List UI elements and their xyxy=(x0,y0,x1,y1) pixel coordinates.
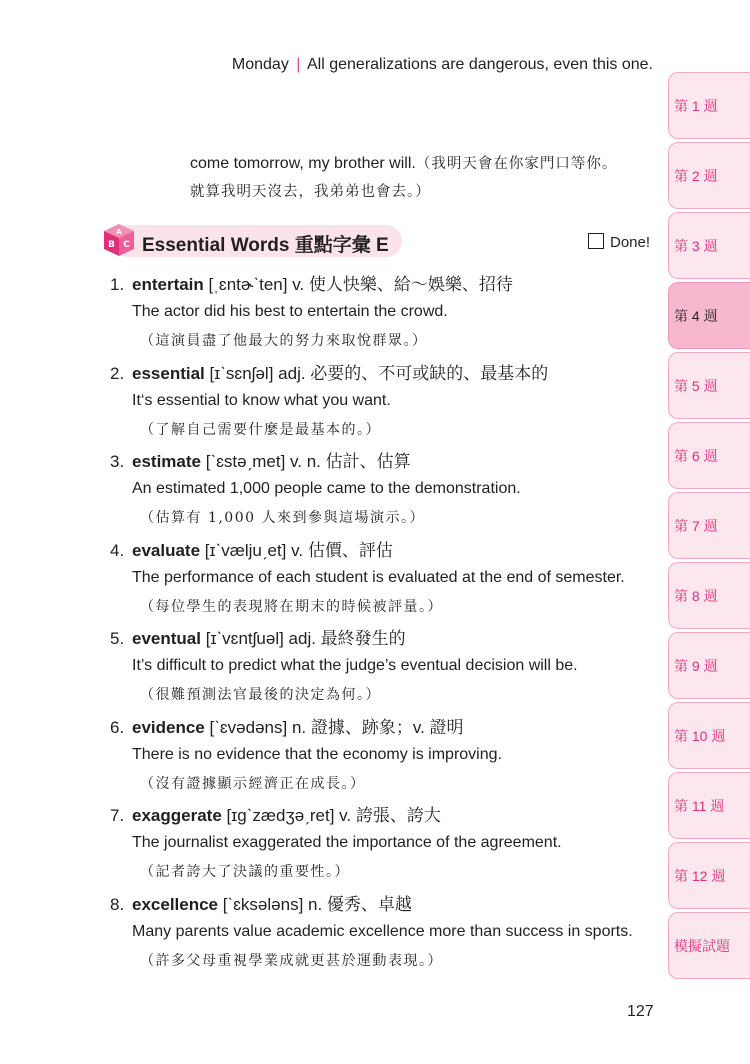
checkbox-icon[interactable] xyxy=(588,233,604,249)
word-entry xyxy=(110,627,650,716)
pronunciation: [ɪˋvɛntʃuəl] xyxy=(205,629,284,648)
tab-2[interactable]: 第 2 週 xyxy=(668,142,750,209)
pronunciation: [ˋɛstəˏmet] xyxy=(205,452,286,471)
header-quote: All generalizations are dangerous, even this one. xyxy=(307,56,653,73)
done-label: Done! xyxy=(610,234,651,251)
word-headline xyxy=(110,273,650,297)
tab-6[interactable]: 第 6 週 xyxy=(668,422,750,489)
example-sentence: The actor did his best to entertain the crowd. xyxy=(132,303,448,320)
week-tabs xyxy=(668,72,750,982)
word-entry xyxy=(110,893,650,982)
done-checkbox[interactable] xyxy=(588,233,650,251)
word-headline xyxy=(110,893,650,917)
definition: n. 證據、跡象；v. 證明 xyxy=(291,717,464,737)
definition: adj. 最終發生的 xyxy=(288,629,406,648)
pronunciation: [ˋɛvədəns] xyxy=(209,717,288,737)
pronunciation: [ɪgˋzædʒəˏret] xyxy=(226,806,335,825)
section-title: Essential Words 重點字彙 E xyxy=(142,235,389,256)
continued-chinese-1: （我明天會在你家門口等你。 xyxy=(415,156,618,172)
vocab-word: evidence xyxy=(132,717,205,737)
word-number: 2. xyxy=(110,363,125,383)
example-translation: （很難預測法官最後的決定為何。） xyxy=(140,687,381,703)
word-entry xyxy=(110,450,650,539)
word-headline xyxy=(110,450,650,474)
example-sentence: There is no evidence that the economy is improving. xyxy=(132,745,502,763)
example-translation: （記者誇大了決議的重要性。） xyxy=(140,864,350,880)
word-entry xyxy=(110,716,650,805)
page-number: 127 xyxy=(627,1003,654,1020)
word-number: 8. xyxy=(110,894,125,914)
cube-letter-a: A xyxy=(116,228,122,236)
example-sentence: An estimated 1,000 people came to the demonstration. xyxy=(132,480,521,497)
word-entry xyxy=(110,804,650,893)
tab-1[interactable]: 第 1 週 xyxy=(668,72,750,139)
vocab-word: exaggerate xyxy=(132,806,222,825)
abc-cube-icon xyxy=(102,222,136,258)
word-headline xyxy=(110,804,650,828)
example-sentence: The journalist exaggerated the importance of the agreement. xyxy=(132,834,562,851)
tab-4[interactable]: 第 4 週 xyxy=(668,282,750,349)
word-headline xyxy=(110,539,650,563)
cube-letter-c: C xyxy=(123,240,130,250)
example-translation: （每位學生的表現將在期末的時候被評量。） xyxy=(140,598,443,615)
word-number: 4. xyxy=(110,540,125,560)
word-number: 5. xyxy=(110,629,125,648)
header-separator: | xyxy=(296,56,301,73)
vocab-word: eventual xyxy=(132,629,201,648)
page-header xyxy=(232,56,653,74)
continued-text xyxy=(190,150,660,206)
vocab-word: entertain xyxy=(132,275,204,294)
tab-8[interactable]: 第 8 週 xyxy=(668,562,750,629)
pronunciation: [ɪˋsɛnʃəl] xyxy=(209,363,274,383)
word-headline xyxy=(110,627,650,651)
definition: n. 優秀、卓越 xyxy=(308,894,412,914)
tab-13[interactable]: 模擬試題 xyxy=(668,912,750,979)
tab-3[interactable]: 第 3 週 xyxy=(668,212,750,279)
word-entry xyxy=(110,362,650,451)
pronunciation: [ˋɛksələns] xyxy=(222,894,304,914)
word-headline xyxy=(110,716,650,740)
vocab-word: excellence xyxy=(132,894,219,914)
pronunciation: [ˌɛntɚˋten] xyxy=(208,275,288,294)
example-sentence: It‘s essential to know what you want. xyxy=(132,391,391,409)
word-entry xyxy=(110,539,650,628)
definition: v. 使人快樂、給～娛樂、招待 xyxy=(292,275,513,294)
vocab-word: evaluate xyxy=(132,540,201,560)
definition: v. 誇張、誇大 xyxy=(339,806,441,825)
word-headline xyxy=(110,362,650,386)
word-number: 7. xyxy=(110,806,125,825)
section-heading xyxy=(102,225,402,257)
tab-9[interactable]: 第 9 週 xyxy=(668,632,750,699)
word-list xyxy=(110,273,650,981)
word-number: 1. xyxy=(110,275,125,294)
tab-12[interactable]: 第 12 週 xyxy=(668,842,750,909)
continued-chinese-2: 就算我明天沒去，我弟弟也會去。） xyxy=(190,184,431,200)
example-translation: （了解自己需要什麼是最基本的。） xyxy=(140,421,381,438)
cube-letter-b: B xyxy=(108,240,115,250)
tab-11[interactable]: 第 11 週 xyxy=(668,772,750,839)
example-sentence: Many parents value academic excellence more than success in sports. xyxy=(132,922,633,940)
word-entry xyxy=(110,273,650,362)
header-day: Monday xyxy=(231,56,289,73)
example-translation: （估算有 1,000 人來到參與這場演示。） xyxy=(140,510,425,526)
definition: v. 估價、評估 xyxy=(291,540,393,560)
word-number: 6. xyxy=(110,717,125,737)
word-number: 3. xyxy=(110,452,125,471)
vocab-word: estimate xyxy=(132,452,201,471)
example-sentence: It’s difficult to predict what the judge’s eventual decision will be. xyxy=(132,657,578,674)
vocab-word: essential xyxy=(132,363,205,383)
example-translation: （這演員盡了他最大的努力來取悅群眾。） xyxy=(140,333,428,349)
example-sentence: The performance of each student is evaluated at the end of semester. xyxy=(132,568,625,586)
definition: v. n. 估計、估算 xyxy=(290,452,411,471)
definition: adj. 必要的、不可或缺的、最基本的 xyxy=(278,363,549,383)
continued-english: come tomorrow, my brother will. xyxy=(190,155,416,172)
tab-7[interactable]: 第 7 週 xyxy=(668,492,750,559)
tab-5[interactable]: 第 5 週 xyxy=(668,352,750,419)
tab-10[interactable]: 第 10 週 xyxy=(668,702,750,769)
example-translation: （沒有證據顯示經濟正在成長。） xyxy=(140,775,366,792)
example-translation: （許多父母重視學業成就更甚於運動表現。） xyxy=(140,952,443,969)
pronunciation: [ɪˋvæljuˏet] xyxy=(204,540,287,560)
